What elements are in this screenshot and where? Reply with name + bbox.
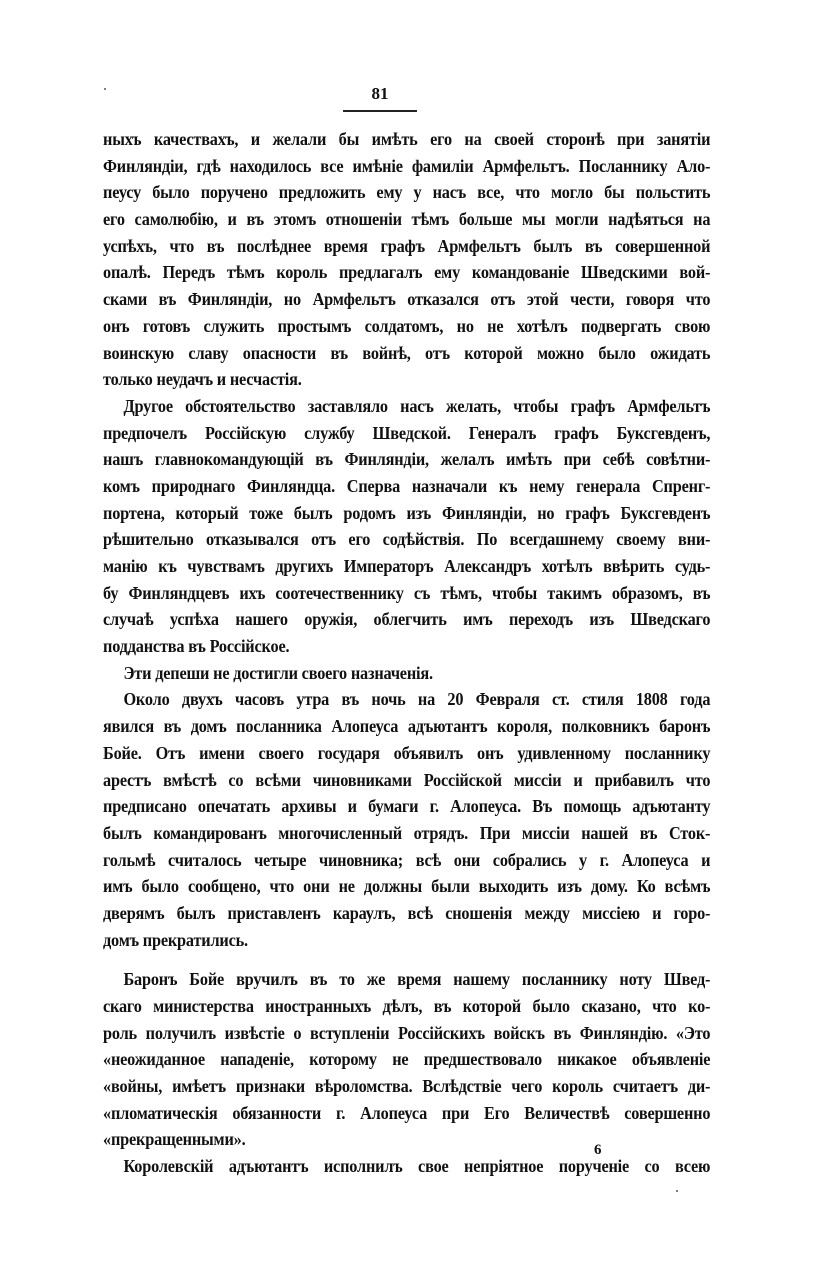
text-line: его самолюбію, и въ этомъ отношеніи тѣмъ больше мы могли надѣяться на xyxy=(103,209,711,230)
text-line: портена, который тоже былъ родомъ изъ Финляндіи, но графъ Буксгевденъ xyxy=(103,502,711,523)
text-line: Баронъ Бойе вручилъ въ то же время нашему посланнику ноту Швед- xyxy=(123,969,711,990)
text-line: успѣхъ, что въ послѣднее время графъ Армфельтъ былъ въ совершенной xyxy=(103,235,711,256)
text-line: воинскую славу опасности въ войнѣ, отъ которой можно было ожидать xyxy=(103,342,711,363)
text-line: опалѣ. Передъ тѣмъ король предлагалъ ему командованіе Шведскими вой- xyxy=(103,262,711,283)
paragraph xyxy=(103,966,711,1153)
text-line: предпочелъ Россійскую службу Шведской. Генералъ графъ Буксгевденъ, xyxy=(103,422,711,443)
text-line: арестъ вмѣстѣ со всѣми чиновниками Россійской миссіи и прибавилъ что xyxy=(103,769,711,790)
page-number: 81 xyxy=(371,84,389,103)
text-line: сками въ Финляндіи, но Армфельтъ отказался отъ этой чести, говоря что xyxy=(103,289,711,310)
text-line: Королевскій адъютантъ исполнилъ свое непріятное порученіе со всею xyxy=(123,1156,711,1177)
text-line: рѣшительно отказывался отъ его содѣйствія. По всегдашнему своему вни- xyxy=(103,529,711,550)
scan-speck xyxy=(676,1190,678,1192)
text-line: «прекращенными». xyxy=(103,1129,246,1150)
text-line: ныхъ качествахъ, и желали бы имѣть его на своей сторонѣ при занятіи xyxy=(103,129,711,149)
text-line: гольмѣ считалось четыре чиновника; всѣ они собрались у г. Алопеуса и xyxy=(103,849,711,870)
text-line: дверямъ былъ приставленъ караулъ, всѣ сношенія между миссіею и горо- xyxy=(103,902,711,923)
paragraph xyxy=(103,660,711,687)
text-line: роль получилъ извѣстіе о вступленіи Россійскихъ войскъ въ Финляндію. «Это xyxy=(103,1022,711,1043)
text-line: комъ природнаго Финляндца. Сперва назначали къ нему генерала Спренг- xyxy=(103,475,711,496)
paragraph xyxy=(103,1153,711,1180)
text-line: «неожиданное нападеніе, которому не предшествовало никакое объявленіе xyxy=(103,1049,711,1070)
text-line: скаго министерства иностранныхъ дѣлъ, въ которой было сказано, что ко- xyxy=(103,996,711,1016)
text-line: Бойе. Отъ имени своего государя объявилъ онъ удивленному посланнику xyxy=(103,742,711,763)
paragraph xyxy=(103,126,711,393)
header-rule xyxy=(343,110,417,112)
text-line: манію къ чувствамъ другихъ Императоръ Александръ хотѣлъ ввѣрить судь- xyxy=(103,556,711,576)
text-line: Около двухъ часовъ утра въ ночь на 20 Февраля ст. стиля 1808 года xyxy=(123,689,711,710)
text-line: пеусу было поручено предложить ему у насъ все, что могло бы польстить xyxy=(103,182,711,203)
text-line: Другое обстоятельство заставляло насъ желать, чтобы графъ Армфельтъ xyxy=(123,395,711,416)
text-line: явился въ домъ посланника Алопеуса адъютантъ короля, полковникъ баронъ xyxy=(103,716,711,737)
text-line: нашъ главнокомандующій въ Финляндіи, желалъ имѣть при себѣ совѣтни- xyxy=(103,449,711,470)
text-line: случаѣ успѣха нашего оружія, облегчить имъ переходъ изъ Шведскаго xyxy=(103,609,711,630)
text-line: «войны, имѣетъ признаки вѣроломства. Вслѣдствіе чего король считаетъ ди- xyxy=(103,1076,711,1097)
text-line: Финляндіи, гдѣ находилось все имѣніе фамиліи Армфельтъ. Посланнику Ало- xyxy=(103,155,711,176)
text-line: «пломатическія обязанности г. Алопеуса при Его Величествѣ совершенно xyxy=(103,1102,711,1123)
text-line: имъ было сообщено, что они не должны были выходить изъ дому. Ко всѣмъ xyxy=(103,876,711,897)
text-line: онъ готовъ служить простымъ солдатомъ, но не хотѣлъ подвергать свою xyxy=(103,315,711,336)
text-line: подданства въ Россійское. xyxy=(103,636,290,657)
text-line: Эти депеши не достигли своего назначенія. xyxy=(123,662,433,683)
scan-speck xyxy=(104,88,106,90)
paragraph xyxy=(103,393,711,660)
text-line: домъ прекратились. xyxy=(103,929,248,950)
text-line: только неудачъ и несчастія. xyxy=(103,369,302,390)
paragraph xyxy=(103,686,711,953)
text-line: былъ командированъ многочисленный отрядъ. При миссіи нашей въ Сток- xyxy=(103,822,711,843)
signature-mark: 6 xyxy=(594,1142,602,1158)
body-text xyxy=(103,126,711,1180)
text-line: предписано опечатать архивы и бумаги г. Алопеуса. Въ помощь адъютанту xyxy=(103,796,711,817)
text-line: бу Финляндцевъ ихъ соотечественнику съ тѣмъ, чтобы такимъ образомъ, въ xyxy=(103,582,711,603)
